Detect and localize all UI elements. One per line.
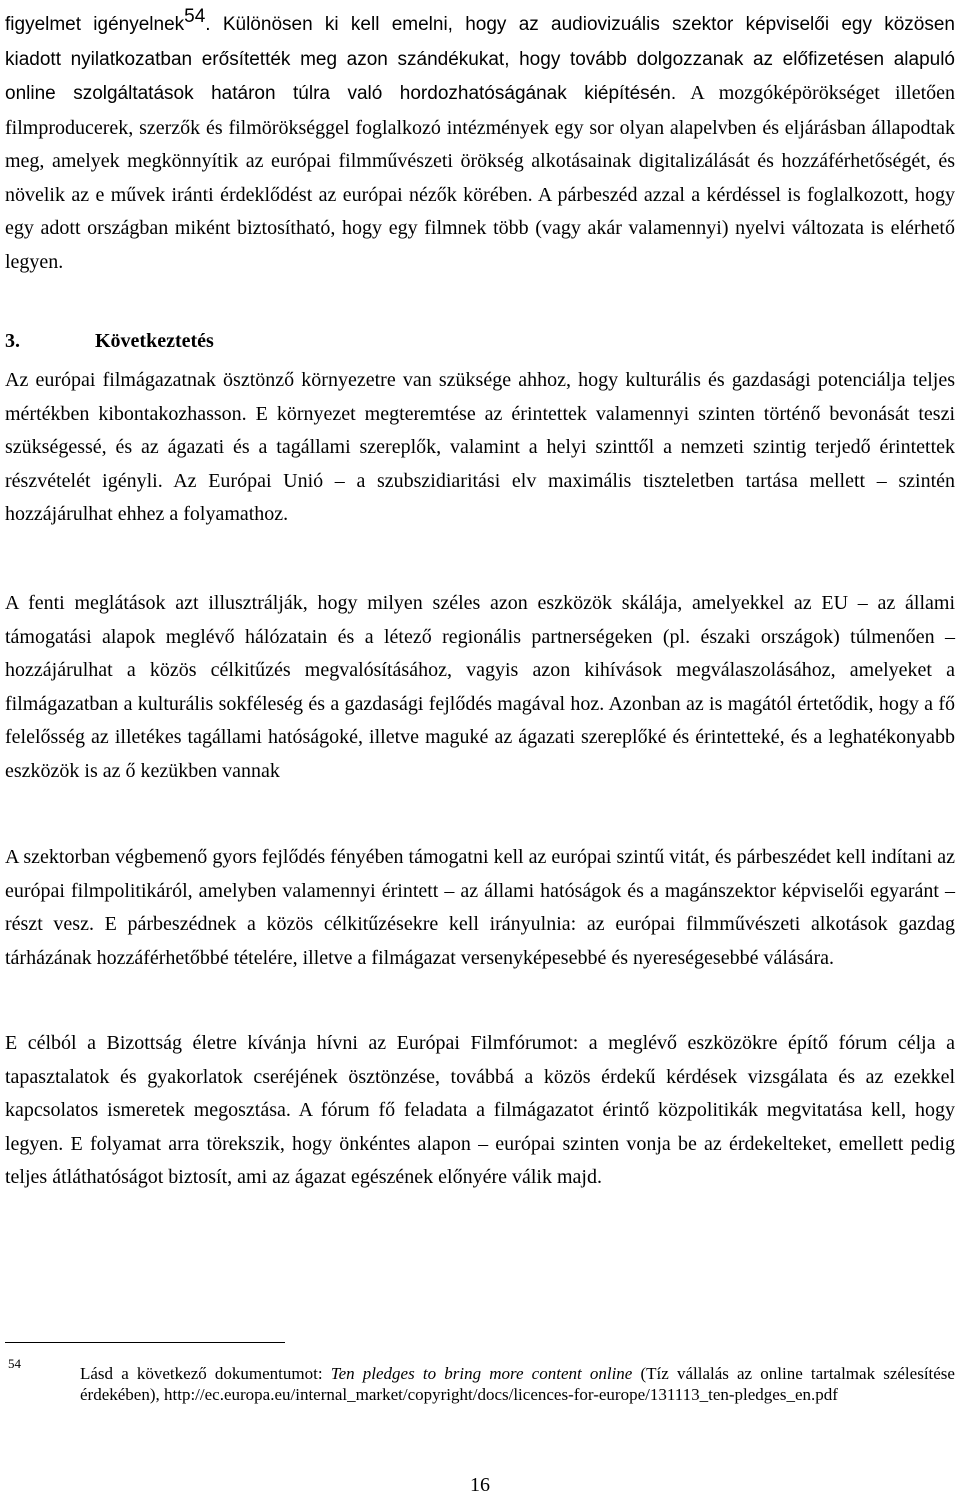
footnote-separator — [5, 1342, 285, 1343]
paragraph-film-forum — [5, 1027, 955, 1195]
section-heading — [5, 327, 955, 355]
paragraph-eu-tools — [5, 587, 955, 789]
footnote-reference[interactable]: 54 — [184, 6, 206, 27]
footnote-lead: Lásd a következő dokumentumot: — [80, 1364, 331, 1383]
intro-serif-text: A mozgóképörökséget illetően filmproducerek, szerzők és filmörökséggel foglalkozó intézmények egy sor olyan alapelvben és eljárásban állapodtak meg, amelyek megkönnyítik az európai filmművészeti örökség alkotásainak digitalizálását és hozzáférhetőségét, és növelik az e művek iránti érdeklődést az európai nézők körében. A párbeszéd azzal a kérdéssel is foglalkozott, hogy egy adott országban miként biztosítható, hogy egy filmnek több (vagy akár valamennyi) nyelvi változata is elérhető legyen. — [5, 82, 956, 273]
paragraph-text: E célból a Bizottság életre kívánja hívni az Európai Filmfórumot: a meglévő eszközökre építő fórum célja a tapasztalatok és gyakorlatok cseréjének ösztönzése, továbbá a közös érdekű kérdések vizsgálata és az ezekkel kapcsolatos ismeretek megosztása. A fórum fő feladata a filmágazatot érintő közpolitikák megvitatása kell, hogy legyen. E folyamat arra törekszik, hogy önkéntes alapon – európai szinten vonja be az érdekelteket, emellett pedig teljes átláthatóságot biztosít, ami az ágazat egészének előnyére válik majd. — [5, 1032, 955, 1189]
intro-sans-text: . Különösen ki kell emelni, hogy az audiovizuális szektor képviselői egy közösen kiadott nyilatkozatban erősítették meg azon szándékukat, hogy tovább dolgozzanak az előfizetésen alapuló online szolgáltatások határon túlra való hordozhatóságának kiépítésén. — [5, 14, 956, 104]
intro-lead-text: figyelmet igényelnek — [5, 14, 185, 35]
page-number: 16 — [470, 1474, 490, 1496]
footnote-document-title: Ten pledges to bring more content online — [330, 1364, 633, 1383]
paragraph-text: A fenti meglátások azt illusztrálják, hogy milyen széles azon eszközök skálája, amelyekkel az EU – az állami támogatási alapok meglévő hálózatain és a létező regionális partnerségeken (pl. északi országok) túlmenően – hozzájárulhat a közös célkitűzés megvalósításához, vagyis azon kihívások megválaszolásához, amelyeket a filmágazatban a kulturális sokféleség és a gazdasági fejlődés magával hoz. Azonban az is magától értetődik, hogy a fő felelősség az illetékes tagállami hatóságoké, illetve maguké az ágazati szereplőké és érintetteké, és a leghatékonyabb eszközök is az ő kezükben vannak — [5, 592, 955, 782]
footnote-text — [80, 1363, 955, 1405]
paragraph-text: Az európai filmágazatnak ösztönző környezetre van szüksége ahhoz, hogy kulturális és gazdasági potenciálja teljes mértékben kibontakozhasson. E környezet megteremtése az érintettek valamennyi szinten történő bevonását teszi szükségessé, és az ágazati és a tagállami szereplők, valamint a helyi szinttől a nemzeti szintig terjedő érintettek részvételét igényli. Az Európai Unió – a szubszidiaritási elv maximális tiszteletben tartása mellett – szintén hozzájárulhat ehhez a folyamathoz. — [5, 369, 955, 526]
section-title: Következtetés — [95, 330, 214, 352]
intro-paragraph — [5, 0, 955, 279]
paragraph-text: A szektorban végbemenő gyors fejlődés fényében támogatni kell az európai szintű vitát, és párbeszédet kell indítani az európai filmpolitikáról, amelyben valamennyi érintett – az állami hatóságok és a magánszektor képviselői egyaránt – részt vesz. E párbeszédnek a közös célkitűzésekre kell irányulnia: az európai filmművészeti alkotások gazdag tárházának hozzáférhetőbbé tételére, illetve a filmágazat versenyképesebbé és nyereségesebbé válására. — [5, 846, 955, 969]
section-number: 3. — [5, 330, 20, 352]
footnote-number: 54 — [8, 1356, 21, 1371]
footnote-link-text[interactable]: (Tíz vállalás az online tartalmak szélesítése érdekében), http://ec.europa.eu/internal_market/copyright/docs/licences-for-europe/131113_ten-pledges_en.pdf — [80, 1364, 955, 1404]
paragraph-conclusion — [5, 364, 955, 532]
paragraph-dialogue — [5, 841, 955, 975]
